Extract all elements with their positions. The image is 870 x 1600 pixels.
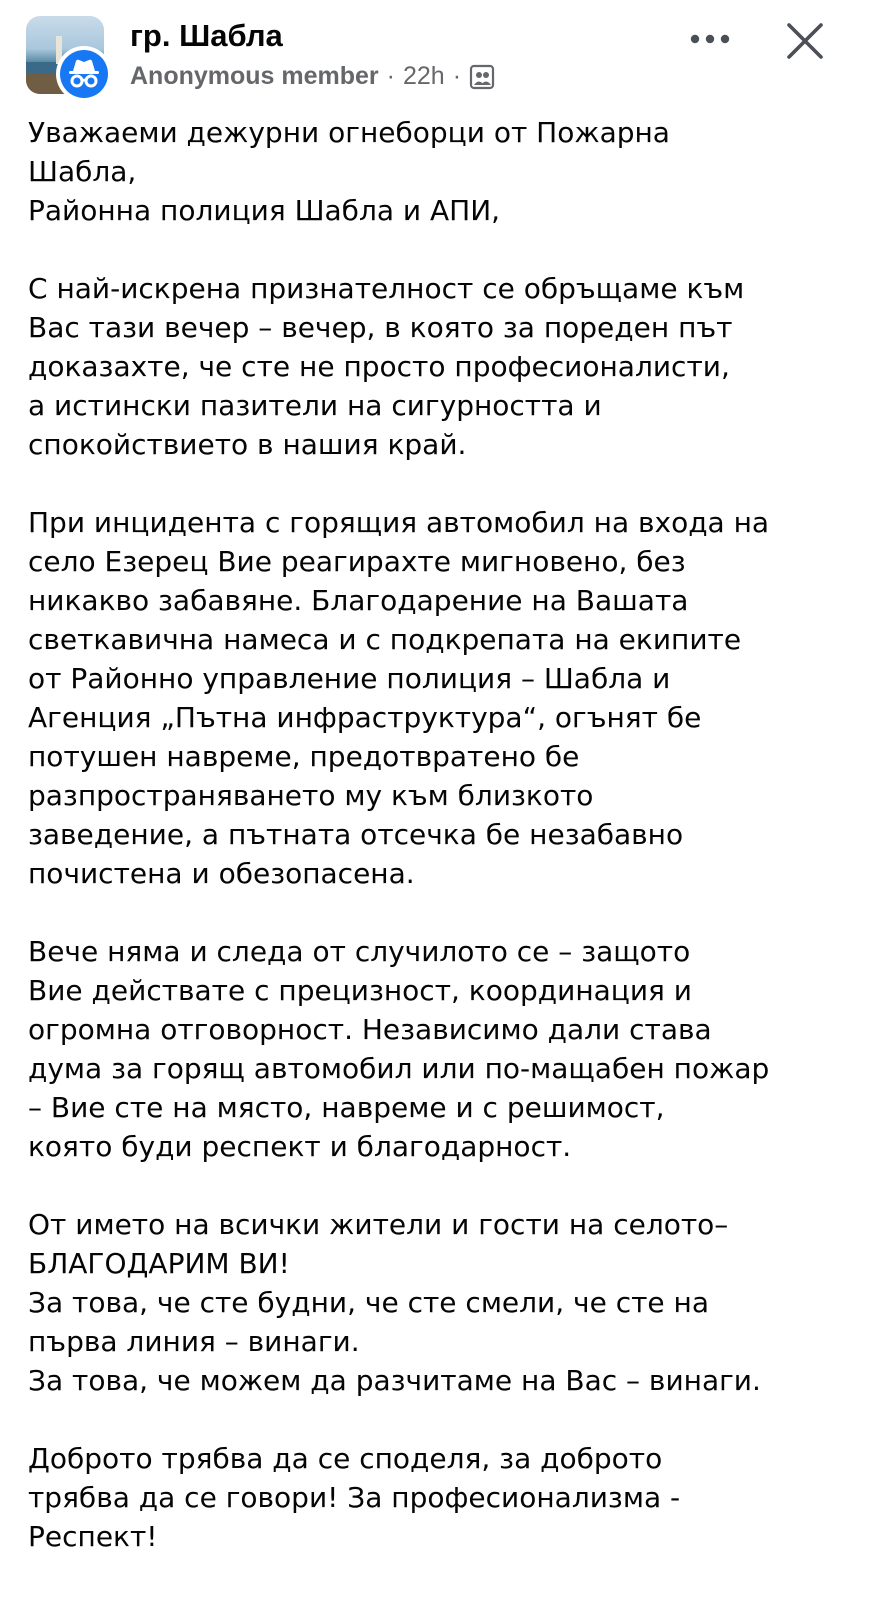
anonymous-avatar	[56, 46, 112, 102]
meta-separator: ·	[452, 62, 462, 90]
post-paragraph: При инцидента с горящия автомобил на входа на село Езерец Вие реагирахте мигновено, без никакво забавяне. Благодарение на Вашата светкавична намеса и с подкрепата на екипите от Районно управление полиция – Шабла и Агенция „Пътна инфраструктура“, огънят бе потушен навреме, предотвратено бе разпространяването му към близкото заведение, а пътната отсечка бе незабавно почистена и обезопасена.	[28, 506, 770, 890]
more-options-icon[interactable]	[686, 22, 734, 56]
post-paragraph: С най-искрена признателност се обръщаме към Вас тази вечер – вечер, в която за пореден път доказахте, че сте не просто професионалисти, а истински пазители на сигурността и спокойствието в нашия край.	[28, 272, 745, 461]
post-meta	[130, 62, 495, 91]
post-paragraph: Уважаеми дежурни огнеборци от Пожарна Шабла, Районна полиция Шабла и АПИ,	[28, 116, 670, 227]
post-header	[0, 0, 870, 110]
post-paragraph: От името на всички жители и гости на селото– БЛАГОДАРИМ ВИ! За това, че сте будни, че сте смели, че сте на първа линия – винаги. За това, че можем да разчитаме на Вас – винаги.	[28, 1208, 761, 1397]
group-name[interactable]: гр. Шабла	[130, 18, 283, 53]
post-paragraph: Доброто трябва да се споделя, за доброто трябва да се говори! За професионализма - Респект!	[28, 1442, 681, 1553]
post-paragraph: Вече няма и следа от случилото се – защото Вие действате с прецизност, координация и огромна отговорност. Независимо дали става дума за горящ автомобил или по-мащабен пожар – Вие сте на място, навреме и с решимост, която буди респект и благодарност.	[28, 935, 770, 1163]
post-body	[28, 113, 848, 1556]
post-time[interactable]: 22h	[403, 62, 445, 90]
group-members-icon	[469, 64, 495, 90]
author-name: Anonymous member	[130, 62, 379, 90]
close-icon[interactable]	[784, 20, 826, 62]
anonymous-icon	[60, 50, 108, 98]
meta-separator: ·	[386, 62, 395, 90]
